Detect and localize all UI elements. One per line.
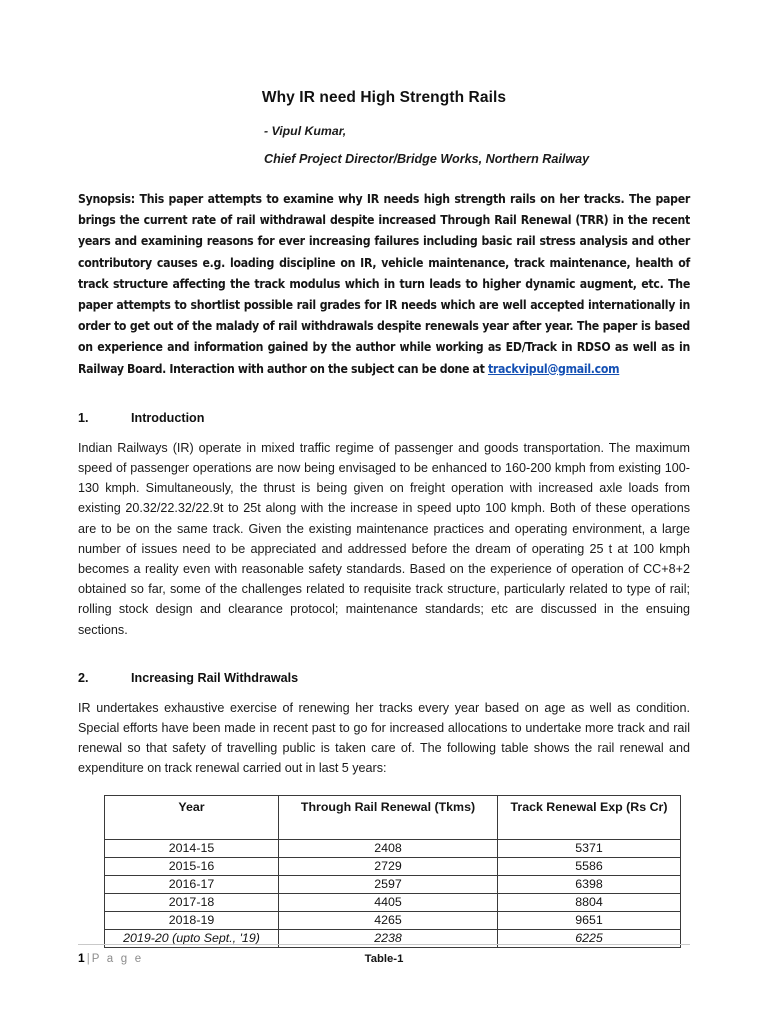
footer-page-indicator (78, 945, 690, 965)
author-designation: Chief Project Director/Bridge Works, Northern Railway (264, 152, 590, 166)
cell-year-note: (upto Sept., '19) (172, 931, 260, 946)
rail-renewal-table (104, 795, 681, 948)
cell-year: 2015-16 (105, 857, 279, 875)
table-row (105, 839, 681, 857)
cell-exp: 6398 (498, 875, 681, 893)
cell-trr: 2408 (279, 839, 498, 857)
author-email-link[interactable]: trackvipul@gmail.com (487, 361, 620, 376)
cell-exp: 5371 (498, 839, 681, 857)
page-footer (78, 944, 690, 965)
column-header-year: Year (105, 795, 279, 839)
rail-renewal-table-container (78, 779, 690, 965)
cell-trr: 4405 (279, 893, 498, 911)
cell-exp: 9651 (498, 911, 681, 929)
table-header-row (105, 795, 681, 839)
cell-year: 2016-17 (105, 875, 279, 893)
cell-year-value: 2019-20 (123, 931, 173, 946)
cell-exp: 6225 (498, 929, 681, 947)
table-row (105, 893, 681, 911)
cell-year: 2018-19 (105, 911, 279, 929)
footer-page-label: P a g e (91, 953, 144, 965)
cell-exp: 5586 (498, 857, 681, 875)
table-row (105, 875, 681, 893)
cell-trr: 2238 (279, 929, 498, 947)
column-header-track-renewal-exp: Track Renewal Exp (Rs Cr) (498, 795, 681, 839)
synopsis-paragraph (78, 166, 690, 380)
table-row (105, 911, 681, 929)
table-row (105, 857, 681, 875)
section-title: Introduction (131, 410, 205, 425)
section-heading-introduction (78, 380, 690, 425)
cell-year: 2014-15 (105, 839, 279, 857)
section-heading-increasing-rail-withdrawals (78, 640, 690, 685)
section-number: 1. (78, 410, 89, 425)
section-number: 2. (78, 670, 89, 685)
cell-trr: 2597 (279, 875, 498, 893)
page-title: Why IR need High Strength Rails (261, 89, 507, 106)
section-paragraph-introduction: Indian Railways (IR) operate in mixed traffic regime of passenger and goods transportation. The maximum speed of passenger operations are now being envisaged to be enhanced to 160-200 kmph from existing 100-130 kmph. Simultaneously, the thrust is being given on freight operation with increased axle loads from existing 20.32/22.32/22.9t to 25t along with the increase in speed upto 100 kmph. Both of these operations are to be on the same track. Given the existing maintenance practices and operating environment, a large number of issues need to be appreciated and addressed before the dream of operating 25 t at 100 kmph becomes a reality even with reasonable safety standards. Based on the experience of operation of CC+8+2 obtained so far, some of the challenges related to requisite track structure, particularly related to type of rail; rolling stock design and clearance protocol; maintenance standards; etc are discussed in the ensuing sections. (78, 440, 690, 637)
table-caption: Table-1 (364, 952, 404, 965)
column-header-through-rail-renewal: Through Rail Renewal (Tkms) (279, 795, 498, 839)
section-title: Increasing Rail Withdrawals (131, 670, 299, 685)
synopsis-text: Synopsis: This paper attempts to examine why IR needs high strength rails on her tracks. The paper brings the current rate of rail withdrawal despite increased Through Rail Renewal (TRR) in the recent years and examining reasons for ever increasing failures including basic rail stress analysis and other contributory causes e.g. loading discipline on IR, vehicle maintenance, track maintenance, health of track structure affecting the track modulus which in turn leads to higher dynamic augment, etc. The paper attempts to shortlist possible rail grades for IR needs which are well accepted internationally in order to get out of the malady of rail withdrawals despite renewals year after year. The paper is based on experience and information gained by the author while working as ED/Track in RDSO as well as in Railway Board. Interaction with author on the subject can be done at (78, 192, 690, 376)
cell-exp: 8804 (498, 893, 681, 911)
cell-trr: 2729 (279, 857, 498, 875)
cell-trr: 4265 (279, 911, 498, 929)
author-name: - Vipul Kumar, (264, 124, 347, 138)
footer-page-number: 1 (78, 951, 85, 965)
footer-separator: | (86, 953, 90, 965)
cell-year: 2017-18 (105, 893, 279, 911)
section-paragraph-increasing-rail-withdrawals: IR undertakes exhaustive exercise of renewing her tracks every year based on age as well as condition. Special efforts have been made in recent past to go for increased allocations to undertake more track and rail renewal so that safety of travelling public is taken care of. The following table shows the rail renewal and expenditure on track renewal carried out in last 5 years: (78, 700, 690, 776)
